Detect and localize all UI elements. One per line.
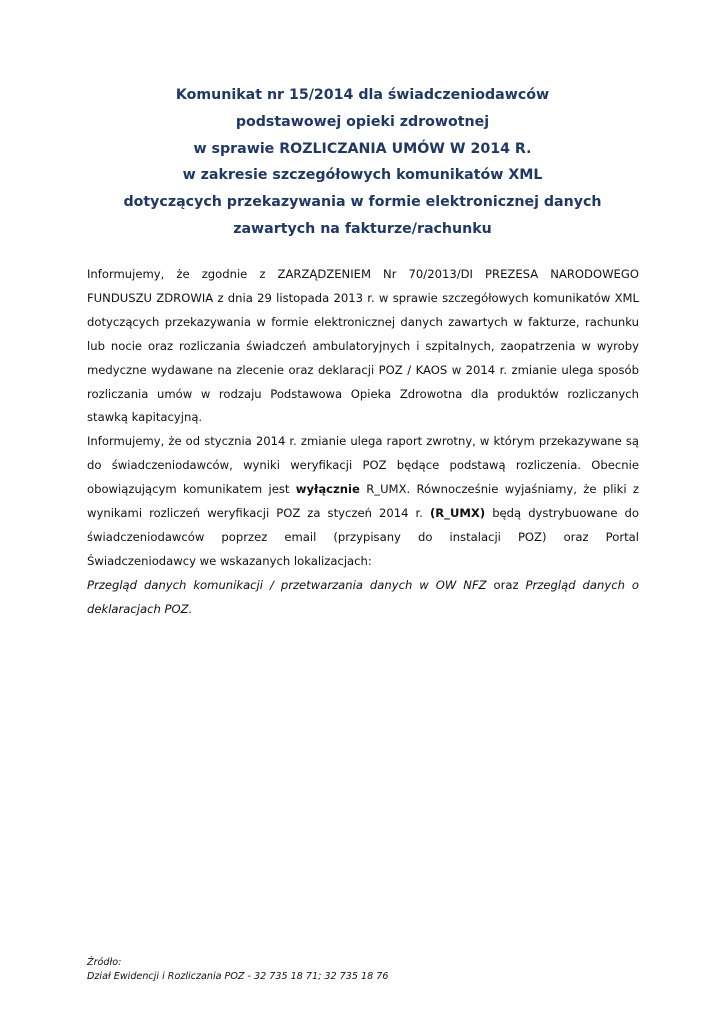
source-contact: Dział Ewidencji i Rozliczania POZ - 32 735 18 71; 32 735 18 76 [87, 970, 389, 982]
title-line: dotyczących przekazywania w formie elektronicznej danych [123, 194, 602, 211]
paragraph-text: Informujemy, że od stycznia 2014 r. zmianie ulega raport zwrotny, w którym przekazywane są do świadczeniodawców, wyniki weryfikacji POZ będące podstawą rozliczenia. Obecnie obowiązującym komunikatem jest [87, 434, 639, 497]
paragraph-locations [87, 574, 639, 622]
title-line: Komunikat nr 15/2014 dla świadczeniodawców [175, 87, 550, 103]
title-line: w zakresie szczegółowych komunikatów XML [182, 167, 543, 184]
document-title [80, 82, 645, 243]
document-body [87, 263, 639, 622]
title-line: zawartych na fakturze/rachunku [233, 220, 492, 237]
emphasis-text: (R_UMX) [429, 506, 486, 521]
paragraph-report-change [87, 430, 639, 573]
paragraph-text: R_UMX. Równocześnie wyjaśniamy, że pliki z wynikami rozliczeń weryfikacji POZ za styczeń 2014 r. [87, 482, 639, 521]
title-line: podstawowej opieki zdrowotnej [235, 113, 490, 130]
paragraph-announcement: Informujemy, że zgodnie z ZARZĄDZENIEM Nr 70/2013/DI PREZESA NARODOWEGO FUNDUSZU ZDROWIA z dnia 29 listopada 2013 r. w sprawie szczegółowych komunikatów XML dotyczących przekazywania w formie elektronicznej danych zawartych w fakturze, rachunku lub nocie oraz rozliczania świadczeń ambulatoryjnych i szpitalnych, zaopatrzenia w wyroby medyczne wydawane na zlecenie oraz deklaracji POZ / KAOS w 2014 r. zmianie ulega sposób rozliczania umów w rodzaju Podstawowa Opieka Zdrowotna dla produktów rozliczanych stawką kapitacyjną. [87, 267, 639, 425]
location-name: Przegląd danych o deklaracjach POZ [87, 577, 639, 616]
paragraph-text: oraz [486, 577, 526, 592]
emphasis-text: wyłącznie [295, 482, 360, 497]
location-name: Przegląd danych komunikacji / przetwarzania danych w OW NFZ [87, 577, 487, 592]
paragraph-text: . [188, 601, 193, 616]
footer-source [87, 956, 639, 983]
title-line: w sprawie ROZLICZANIA UMÓW W 2014 R. [193, 140, 532, 157]
source-label: Źródło: [87, 957, 122, 968]
paragraph-text: będą dystrybuowane do świadczeniodawców poprzez email (przypisany do instalacji POZ) oraz Portal Świadczeniodawcy we wskazanych lokalizacjach: [87, 506, 639, 568]
